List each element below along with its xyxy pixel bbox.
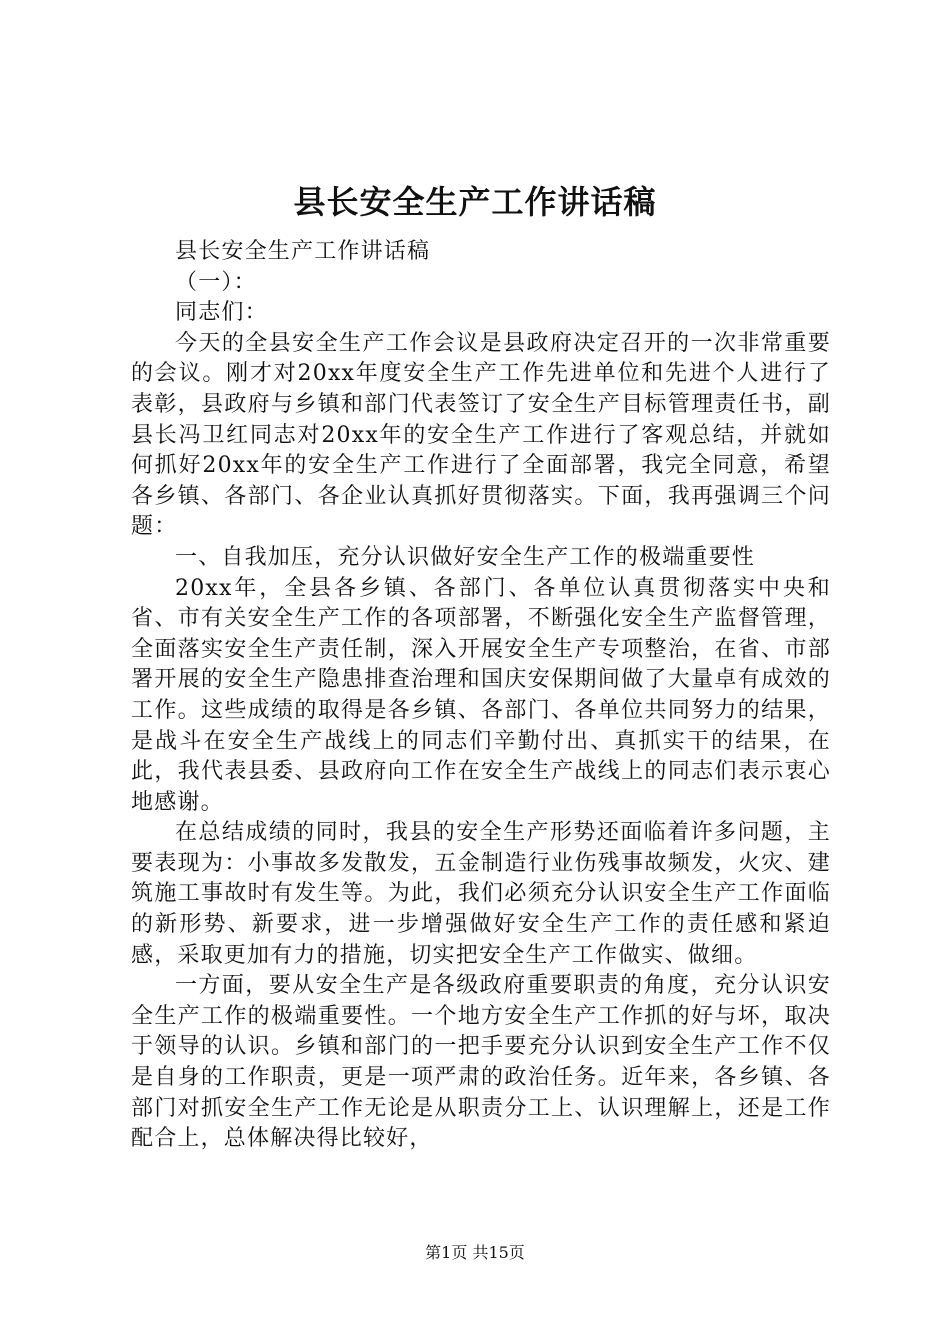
document-body [131,237,831,1155]
paragraph-heading-one: 一、自我加压，充分认识做好安全生产工作的极端重要性 [175,544,756,570]
paragraph-intro: 今天的全县安全生产工作会议是县政府决定召开的一次非常重要的会议。刚才对20xx年度安全生产工作先进单位和先进个人进行了表彰，县政府与乡镇和部门代表签订了安全生产目标管理责任书，副县长冯卫红同志对20xx年的安全生产工作进行了客观总结，并就如何抓好20xx年的安全生产工作进行了全面部署，我完全同意，希望各乡镇、各部门、各企业认真抓好贯彻落实。下面，我再强调三个问题： [131,330,831,540]
paragraph-one-aspect: 一方面，要从安全生产是各级政府重要职责的角度，充分认识安全生产工作的极端重要性。一个地方安全生产工作抓的好与坏，取决于领导的认识。乡镇和部门的一把手要充分认识到安全生产工作不仅是自身的工作职责，更是一项严肃的政治任务。近年来，各乡镇、各部门对抓安全生产工作无论是从职责分工上、认识理解上，还是工作配合上，总体解决得比较好， [131,973,831,1152]
paragraph-section-number: （一）： [175,269,257,295]
page-number-footer: 第1页 共15页 [425,1243,525,1262]
paragraph-salutation: 同志们： [175,300,268,326]
paragraph-subtitle: 县长安全生产工作讲话稿 [175,239,431,264]
document-title: 县长安全生产工作讲话稿 [293,183,657,221]
paragraph-problems: 在总结成绩的同时，我县的安全生产形势还面临着许多问题，主要表现为：小事故多发散发，五金制造行业伤残事故频发，火灾、建筑施工事故时有发生等。为此，我们必须充分认识安全生产工作面临的新形势、新要求，进一步增强做好安全生产工作的责任感和紧迫感，采取更加有力的措施，切实把安全生产工作做实、做细。 [131,820,831,968]
paragraph-achievements: 20xx年，全县各乡镇、各部门、各单位认真贯彻落实中央和省、市有关安全生产工作的各项部署，不断强化安全生产监督管理，全面落实安全生产责任制，深入开展安全生产专项整治，在省、市部署开展的安全生产隐患排查治理和国庆安保期间做了大量卓有成效的工作。这些成绩的取得是各乡镇、各部门、各单位共同努力的结果，是战斗在安全生产战线上的同志们辛勤付出、真抓实干的结果，在此，我代表县委、县政府向工作在安全生产战线上的同志们表示衷心地感谢。 [131,575,831,815]
